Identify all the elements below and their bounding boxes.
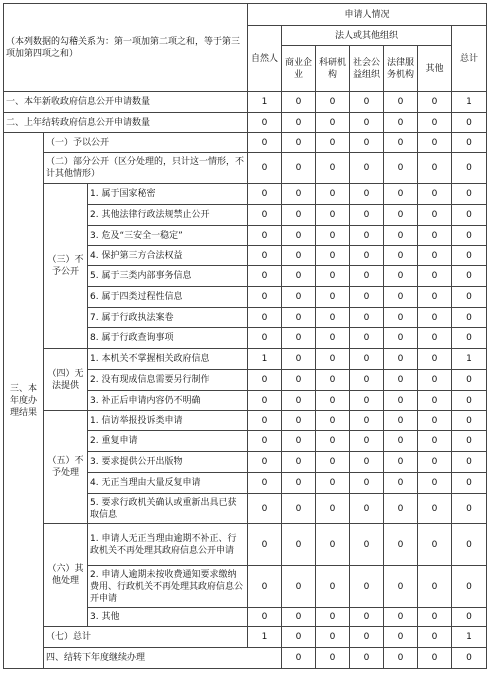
cell-value: 0 — [452, 566, 487, 608]
cell-value: 1 — [452, 92, 487, 113]
cell-value: 1 — [248, 92, 282, 113]
cell-value: 0 — [418, 452, 452, 473]
cell-value: 0 — [418, 246, 452, 266]
cell-value: 0 — [384, 627, 418, 648]
cell-value: 0 — [350, 92, 384, 113]
cell-value: 0 — [350, 349, 384, 370]
cell-value: 1 — [452, 349, 487, 370]
row-g4-item — [4, 349, 487, 370]
cell-value: 0 — [316, 153, 350, 184]
item-label: 1. 属于国家秘密 — [88, 184, 248, 205]
cell-value: 0 — [316, 266, 350, 287]
cell-value: 0 — [282, 608, 316, 627]
cell-value: 0 — [282, 524, 316, 566]
cell-value: 0 — [248, 473, 282, 494]
cell-value: 0 — [384, 308, 418, 328]
cell-value: 0 — [418, 308, 452, 328]
cell-value: 0 — [384, 473, 418, 494]
row-label: 四、结转下年度继续办理 — [44, 648, 282, 669]
header-commercial: 商业企业 — [282, 46, 316, 92]
cell-value: 0 — [350, 431, 384, 452]
cell-value: 0 — [350, 473, 384, 494]
cell-value: 0 — [248, 391, 282, 411]
cell-value: 0 — [316, 113, 350, 133]
cell-value: 0 — [418, 184, 452, 205]
section-3-label: 三、本年度办理结果 — [4, 133, 44, 669]
cell-value: 0 — [384, 391, 418, 411]
cell-value: 0 — [418, 524, 452, 566]
cell-value: 0 — [384, 113, 418, 133]
cell-value: 0 — [350, 648, 384, 669]
cell-value: 0 — [418, 287, 452, 308]
cell-value: 0 — [316, 452, 350, 473]
cell-value: 0 — [452, 608, 487, 627]
cell-value: 0 — [350, 226, 384, 246]
cell-value: 0 — [282, 308, 316, 328]
cell-value: 0 — [384, 184, 418, 205]
cell-value: 0 — [282, 566, 316, 608]
cell-value: 0 — [316, 349, 350, 370]
cell-value: 0 — [316, 205, 350, 226]
header-total: 总计 — [452, 26, 487, 92]
cell-value: 0 — [384, 370, 418, 391]
item-label: 2. 其他法律行政法规禁止公开 — [88, 205, 248, 226]
cell-value: 0 — [452, 266, 487, 287]
cell-value: 0 — [316, 473, 350, 494]
row-g5-item — [4, 411, 487, 431]
cell-value: 0 — [418, 566, 452, 608]
cell-value: 0 — [282, 473, 316, 494]
cell-value: 0 — [282, 92, 316, 113]
cell-value: 0 — [316, 246, 350, 266]
row-carried-over — [4, 113, 487, 133]
cell-value: 0 — [316, 627, 350, 648]
cell-value: 0 — [316, 391, 350, 411]
item-label: 2. 重复申请 — [88, 431, 248, 452]
cell-value: 1 — [248, 349, 282, 370]
cell-value: 0 — [248, 566, 282, 608]
cell-value: 0 — [316, 494, 350, 524]
group-label: （六）其他处理 — [44, 524, 88, 627]
cell-value: 0 — [384, 133, 418, 153]
cell-value: 0 — [452, 431, 487, 452]
cell-value: 0 — [350, 153, 384, 184]
cell-value: 0 — [452, 153, 487, 184]
cell-value: 0 — [384, 287, 418, 308]
cell-value: 0 — [282, 287, 316, 308]
cell-value: 0 — [384, 153, 418, 184]
item-label: 4. 保护第三方合法权益 — [88, 246, 248, 266]
cell-value: 0 — [384, 328, 418, 349]
cell-value: 0 — [452, 494, 487, 524]
item-label: 3. 补正后申请内容仍不明确 — [88, 391, 248, 411]
cell-value: 0 — [452, 473, 487, 494]
cell-value: 0 — [316, 566, 350, 608]
cell-value: 0 — [282, 153, 316, 184]
cell-value: 0 — [384, 246, 418, 266]
cell-value: 0 — [418, 92, 452, 113]
row-label: 一、本年新收政府信息公开申请数量 — [4, 92, 248, 113]
cell-value: 0 — [316, 524, 350, 566]
cell-value: 0 — [384, 411, 418, 431]
cell-value: 0 — [282, 184, 316, 205]
header-social: 社会公益组织 — [350, 46, 384, 92]
cell-value: 0 — [384, 349, 418, 370]
cell-value: 0 — [282, 246, 316, 266]
cell-value: 0 — [384, 266, 418, 287]
cell-value: 0 — [316, 287, 350, 308]
cell-value: 0 — [350, 452, 384, 473]
cell-value: 0 — [248, 328, 282, 349]
item-label: 1. 申请人无正当理由逾期不补正、行政机关不再处理其政府信息公开申请 — [88, 524, 248, 566]
cell-value: 0 — [384, 92, 418, 113]
cell-value: 0 — [452, 648, 487, 669]
cell-value: 0 — [452, 391, 487, 411]
cell-value: 0 — [282, 627, 316, 648]
cell-value: 0 — [418, 648, 452, 669]
row-g3-item — [4, 184, 487, 205]
cell-value: 0 — [418, 473, 452, 494]
cell-value: 0 — [350, 411, 384, 431]
cell-value: 0 — [248, 153, 282, 184]
cell-value: 0 — [350, 113, 384, 133]
cell-value: 0 — [316, 608, 350, 627]
cell-value: 0 — [248, 524, 282, 566]
cell-value: 0 — [350, 266, 384, 287]
header-research: 科研机构 — [316, 46, 350, 92]
cell-value: 0 — [350, 494, 384, 524]
cell-value: 0 — [384, 452, 418, 473]
cell-value: 0 — [282, 391, 316, 411]
item-label: 1. 信访举报投诉类申请 — [88, 411, 248, 431]
item-label: 8. 属于行政查询事项 — [88, 328, 248, 349]
cell-value: 0 — [452, 226, 487, 246]
cell-value: 0 — [418, 494, 452, 524]
cell-value: 0 — [316, 133, 350, 153]
cell-value: 0 — [248, 266, 282, 287]
cell-value: 0 — [316, 328, 350, 349]
cell-value: 0 — [384, 205, 418, 226]
cell-value: 0 — [418, 608, 452, 627]
group-label: （一）予以公开 — [44, 133, 248, 153]
cell-value: 0 — [316, 431, 350, 452]
cell-value: 0 — [384, 431, 418, 452]
cell-value: 0 — [282, 431, 316, 452]
cell-value: 0 — [248, 246, 282, 266]
cell-value: 0 — [418, 349, 452, 370]
item-label: 5. 要求行政机关确认或重新出具已获取信息 — [88, 494, 248, 524]
row-carry-forward — [4, 648, 487, 669]
group-label: （四）无法提供 — [44, 349, 88, 411]
cell-value: 0 — [418, 431, 452, 452]
header-other: 其他 — [418, 46, 452, 92]
cell-value: 0 — [282, 205, 316, 226]
header-natural-person: 自然人 — [248, 26, 282, 92]
cell-value: 0 — [350, 608, 384, 627]
disclosure-statistics-table — [3, 3, 487, 669]
cell-value: 0 — [248, 494, 282, 524]
disclosure-statistics-table-wrapper — [3, 3, 487, 669]
item-label: 3. 其他 — [88, 608, 248, 627]
cell-value: 0 — [452, 246, 487, 266]
cell-value: 0 — [282, 266, 316, 287]
cell-value: 0 — [418, 328, 452, 349]
cell-value: 0 — [282, 452, 316, 473]
cell-value: 0 — [350, 184, 384, 205]
cell-value: 0 — [418, 411, 452, 431]
item-label: 3. 危及“三安全一稳定” — [88, 226, 248, 246]
cell-value: 0 — [418, 627, 452, 648]
cell-value: 0 — [418, 205, 452, 226]
group-label: （五）不予处理 — [44, 411, 88, 524]
cell-value: 0 — [350, 370, 384, 391]
item-label: 3. 要求提供公开出版物 — [88, 452, 248, 473]
cell-value: 0 — [282, 370, 316, 391]
cell-value: 0 — [418, 391, 452, 411]
cell-value: 0 — [384, 566, 418, 608]
header-applicant: 申请人情况 — [248, 4, 487, 26]
item-label: 2. 申请人逾期未按收费通知要求缴纳费用、行政机关不再处理其政府信息公开申请 — [88, 566, 248, 608]
header-legal-service: 法律服务机构 — [384, 46, 418, 92]
cell-value: 1 — [452, 627, 487, 648]
cell-value: 0 — [452, 452, 487, 473]
cell-value: 0 — [452, 328, 487, 349]
cell-value: 0 — [316, 411, 350, 431]
cell-value: 0 — [316, 308, 350, 328]
item-label: 4. 无正当理由大量反复申请 — [88, 473, 248, 494]
row-label: 二、上年结转政府信息公开申请数量 — [4, 113, 248, 133]
cell-value: 0 — [350, 524, 384, 566]
header-note: （本列数据的勾稽关系为：第一项加第二项之和，等于第三项加第四项之和） — [4, 4, 248, 92]
group-label: （七）总计 — [44, 627, 248, 648]
cell-value: 0 — [248, 608, 282, 627]
cell-value: 0 — [350, 566, 384, 608]
cell-value: 0 — [248, 184, 282, 205]
cell-value: 0 — [248, 287, 282, 308]
cell-value: 0 — [452, 287, 487, 308]
cell-value: 0 — [452, 184, 487, 205]
cell-value: 0 — [418, 370, 452, 391]
cell-value: 0 — [248, 431, 282, 452]
cell-value: 0 — [452, 133, 487, 153]
cell-value: 0 — [452, 411, 487, 431]
item-label: 7. 属于行政执法案卷 — [88, 308, 248, 328]
cell-value: 0 — [316, 184, 350, 205]
cell-value: 0 — [418, 153, 452, 184]
cell-value: 0 — [316, 92, 350, 113]
cell-value: 0 — [282, 648, 316, 669]
header-legal-group: 法人或其他组织 — [282, 26, 452, 46]
cell-value: 0 — [282, 133, 316, 153]
cell-value: 0 — [316, 226, 350, 246]
cell-value: 0 — [248, 133, 282, 153]
cell-value: 0 — [350, 205, 384, 226]
cell-value: 0 — [452, 113, 487, 133]
item-label: 2. 没有现成信息需要另行制作 — [88, 370, 248, 391]
cell-value: 0 — [248, 411, 282, 431]
cell-value: 0 — [418, 133, 452, 153]
cell-value: 0 — [418, 226, 452, 246]
cell-value: 0 — [350, 391, 384, 411]
cell-value: 0 — [350, 246, 384, 266]
item-label: 6. 属于四类过程性信息 — [88, 287, 248, 308]
cell-value: 0 — [384, 524, 418, 566]
cell-value: 0 — [282, 226, 316, 246]
cell-value: 0 — [248, 226, 282, 246]
cell-value: 0 — [350, 133, 384, 153]
cell-value: 0 — [452, 308, 487, 328]
cell-value: 0 — [350, 627, 384, 648]
item-label: 1. 本机关不掌握相关政府信息 — [88, 349, 248, 370]
cell-value: 0 — [248, 308, 282, 328]
cell-value: 0 — [316, 370, 350, 391]
cell-value: 0 — [248, 370, 282, 391]
cell-value: 0 — [384, 648, 418, 669]
cell-value: 0 — [282, 328, 316, 349]
row-g6-item — [4, 524, 487, 566]
cell-value: 0 — [452, 205, 487, 226]
cell-value: 0 — [282, 113, 316, 133]
row-new-requests — [4, 92, 487, 113]
cell-value: 0 — [248, 452, 282, 473]
cell-value: 0 — [316, 648, 350, 669]
cell-value: 0 — [282, 411, 316, 431]
cell-value: 0 — [418, 266, 452, 287]
cell-value: 0 — [384, 226, 418, 246]
row-g7-total — [4, 627, 487, 648]
group-label: （三）不予公开 — [44, 184, 88, 349]
cell-value: 0 — [350, 308, 384, 328]
cell-value: 0 — [282, 349, 316, 370]
cell-value: 0 — [248, 113, 282, 133]
item-label: 5. 属于三类内部事务信息 — [88, 266, 248, 287]
header-row-1 — [4, 4, 487, 26]
cell-value: 0 — [350, 328, 384, 349]
cell-value: 0 — [350, 287, 384, 308]
row-g2-partial — [4, 153, 487, 184]
cell-value: 0 — [384, 494, 418, 524]
cell-value: 0 — [248, 205, 282, 226]
cell-value: 0 — [384, 608, 418, 627]
cell-value: 0 — [418, 113, 452, 133]
cell-value: 1 — [248, 627, 282, 648]
cell-value: 0 — [282, 494, 316, 524]
group-label: （二）部分公开（区分处理的，只计这一情形，不计其他情形） — [44, 153, 248, 184]
cell-value: 0 — [452, 370, 487, 391]
cell-value: 0 — [452, 524, 487, 566]
row-g1-disclosed — [4, 133, 487, 153]
